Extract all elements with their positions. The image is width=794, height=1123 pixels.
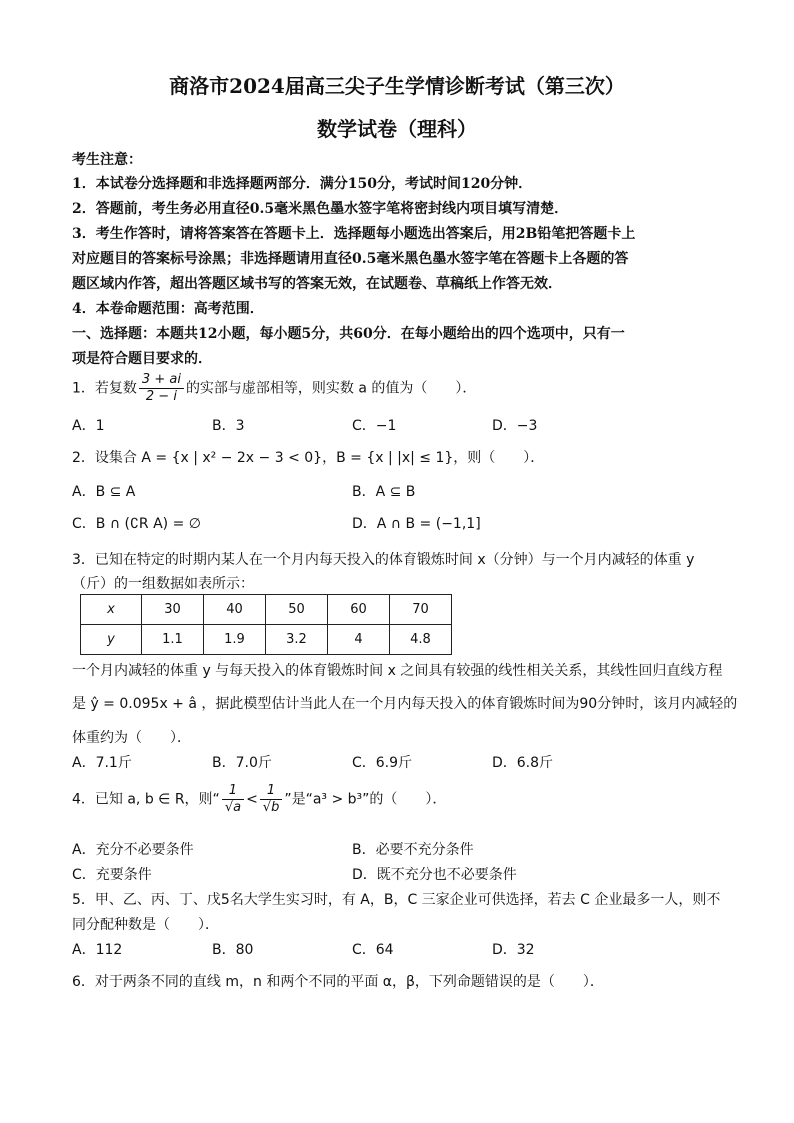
question-1-option-b: B．3 [212, 418, 245, 434]
question-1-prefix: 1．若复数 [72, 380, 137, 397]
table-cell: 1.1 [142, 625, 204, 655]
question-4-stem [72, 783, 446, 816]
question-2-option-c: C．B ∩ (∁R A) = ∅ [72, 516, 201, 532]
question-1-option-c: C．−1 [352, 418, 397, 434]
question-3-line-5: 体重约为（ ）． [72, 730, 191, 746]
question-6-stem: 6．对于两条不同的直线 m，n 和两个不同的平面 α，β，下列命题错误的是（ ）． [72, 974, 604, 990]
question-5-line-1: 5．甲、乙、丙、丁、戊5名大学生实习时，有 A，B，C 三家企业可供选择，若去 C 企业最多一人，则不 [72, 892, 721, 908]
question-1-fraction-denominator: 2 − i [145, 389, 177, 404]
notice-item-2: 2．答题前，考生务必用直径0.5毫米黑色墨水签字笔将密封线内项目填写清楚． [72, 201, 569, 217]
table-row-x [81, 595, 452, 625]
question-3-line-4: 是 ŷ = 0.095x + â ，据此模型估计当此人在一个月内每天投入的体育锻炼时间为90分钟时，该月内减轻的 [72, 696, 738, 712]
question-3-line-1: 3．已知在特定的时期内某人在一个月内每天投入的体育锻炼时间 x（分钟）与一个月内减轻的体重 y [72, 552, 695, 568]
question-5-option-d: D．32 [492, 942, 535, 958]
table-cell: 70 [390, 595, 452, 625]
question-3-option-c: C．6.9斤 [352, 755, 413, 771]
question-2-option-d: D．A ∩ B = (−1,1] [352, 516, 481, 532]
table-cell: y [81, 625, 142, 655]
section-1-heading-line-2: 项是符合题目要求的． [72, 351, 212, 367]
exam-subtitle: 数学试卷（理科） [317, 117, 477, 141]
table-cell: 60 [328, 595, 390, 625]
question-5-option-c: C．64 [352, 942, 394, 958]
table-cell: 4 [328, 625, 390, 655]
question-1-stem [72, 372, 476, 405]
table-cell: 50 [266, 595, 328, 625]
question-4-fraction-2-denominator: √b [262, 800, 280, 815]
exam-title: 商洛市2024届高三尖子生学情诊断考试（第三次） [169, 74, 625, 98]
data-table [80, 594, 452, 655]
question-2-stem: 2．设集合 A = {x | x² − 2x − 3 < 0}，B = {x | |x| ≤ 1}，则（ ）． [72, 450, 545, 466]
question-4-fraction-1 [222, 783, 244, 816]
question-4-option-c: C．充要条件 [72, 867, 152, 883]
question-3-option-b: B．7.0斤 [212, 755, 272, 771]
question-4-suffix: ”是“a³ > b³”的（ ）． [284, 791, 447, 808]
question-3-option-a: A．7.1斤 [72, 755, 132, 771]
question-4-fraction-1-numerator: 1 [222, 783, 244, 800]
question-4-fraction-1-denominator: √a [224, 800, 242, 815]
table-cell: x [81, 595, 142, 625]
question-3-option-d: D．6.8斤 [492, 755, 554, 771]
table-cell: 40 [204, 595, 266, 625]
question-5-line-2: 同分配种数是（ ）． [72, 917, 219, 933]
section-1-heading-line-1: 一、选择题：本题共12小题，每小题5分，共60分．在每小题给出的四个选项中，只有一 [72, 326, 625, 342]
question-1-fraction-numerator: 3 + ai [139, 372, 184, 389]
question-5-option-b: B．80 [212, 942, 254, 958]
notice-heading: 考生注意： [72, 152, 142, 168]
question-4-option-b: B．必要不充分条件 [352, 842, 474, 858]
question-3-line-2: （斤）的一组数据如表所示： [72, 576, 254, 592]
question-4-fraction-2 [260, 783, 283, 816]
question-1-option-a: A．1 [72, 418, 105, 434]
question-4-less-than: < [246, 791, 258, 808]
table-cell: 30 [142, 595, 204, 625]
notice-item-3-line-1: 3．考生作答时，请将答案答在答题卡上．选择题每小题选出答案后，用2B铅笔把答题卡上 [72, 226, 636, 242]
question-1-suffix: 的实部与虚部相等，则实数 a 的值为（ ）． [185, 380, 477, 397]
table-cell: 4.8 [390, 625, 452, 655]
question-5-option-a: A．112 [72, 942, 123, 958]
question-1-option-d: D．−3 [492, 418, 538, 434]
question-4-fraction-2-numerator: 1 [260, 783, 283, 800]
question-4-option-a: A．充分不必要条件 [72, 842, 194, 858]
table-cell: 1.9 [204, 625, 266, 655]
notice-item-3-line-3: 题区域内作答，超出答题区域书写的答案无效，在试题卷、草稿纸上作答无效． [72, 276, 562, 292]
notice-item-3-line-2: 对应题目的答案标号涂黑；非选择题请用直径0.5毫米黑色墨水签字笔在答题卡上各题的答 [72, 251, 629, 267]
table-cell: 3.2 [266, 625, 328, 655]
notice-item-1: 1．本试卷分选择题和非选择题两部分．满分150分，考试时间120分钟． [72, 176, 533, 192]
question-1-fraction [139, 372, 184, 405]
question-3-line-3: 一个月内减轻的体重 y 与每天投入的体育锻炼时间 x 之间具有较强的线性相关关系，其线性回归直线方程 [72, 663, 723, 679]
notice-item-4: 4．本卷命题范围：高考范围． [72, 301, 264, 317]
question-2-option-b: B．A ⊆ B [352, 484, 416, 500]
question-4-option-d: D．既不充分也不必要条件 [352, 867, 517, 883]
table-row-y [81, 625, 452, 655]
question-4-prefix: 4．已知 a, b ∈ R，则“ [72, 791, 220, 808]
question-2-option-a: A．B ⊆ A [72, 484, 136, 500]
